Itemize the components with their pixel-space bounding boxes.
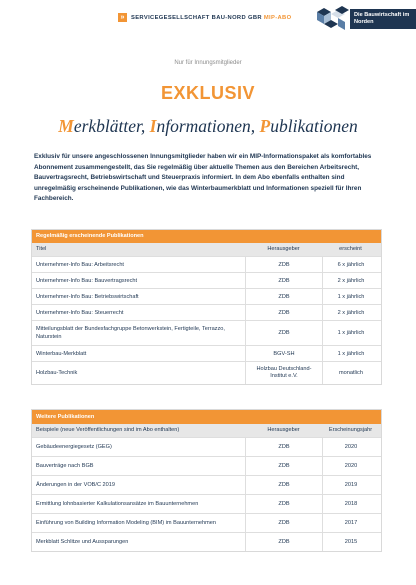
column-header-frequency: erscheint [339, 246, 362, 252]
table-row [32, 437, 381, 456]
brand-text: SERVICEGESELLSCHAFT BAU-NORD GBR [131, 14, 262, 21]
company-logo [316, 6, 416, 32]
members-only-note: Nur für Innungsmitglieder [174, 60, 242, 66]
cell-title: Gebäudeenergiegesetz (GEG) [36, 444, 112, 450]
table-caption: Regelmäßig erscheinende Publikationen [32, 230, 381, 243]
cell-year: 2017 [322, 514, 379, 532]
cell-frequency: 2 x jährlich [322, 273, 379, 288]
table-row [32, 256, 381, 272]
table-row [32, 345, 381, 361]
table-row [32, 304, 381, 320]
cell-year: 2018 [322, 495, 379, 513]
arrow-icon: » [118, 13, 127, 22]
column-header-publisher: Herausgeber [267, 427, 300, 433]
table-caption: Weitere Publikationen [32, 410, 381, 424]
cell-publisher: ZDB [245, 533, 322, 551]
page-title: EXKLUSIV [160, 83, 256, 103]
brand-line [118, 13, 291, 22]
table-row [32, 361, 381, 384]
table-row [32, 456, 381, 475]
cell-frequency: monatlich [322, 362, 379, 384]
cell-year: 2020 [322, 457, 379, 475]
cell-title: Änderungen in der VOB/C 2019 [36, 482, 115, 488]
cell-title: Holzbau-Technik [36, 370, 78, 376]
cell-publisher: BGV-SH [245, 346, 322, 361]
cell-publisher: ZDB [245, 305, 322, 320]
table-header-row [32, 424, 381, 437]
cell-year: 2015 [322, 533, 379, 551]
cell-title: Einführung von Building Information Modeling (BIM) im Bauunternehmen [36, 520, 217, 526]
cell-title: Winterbau-Merkblatt [36, 350, 87, 357]
table-row [32, 532, 381, 551]
column-header-year: Erscheinungsjahr [328, 427, 373, 433]
page-subtitle: Merkblätter, Informationen, Publikationen [58, 116, 358, 136]
cell-title: Unternehmer-Info Bau: Arbeitsrecht [36, 261, 124, 268]
table-row [32, 494, 381, 513]
regular-publications-table [31, 229, 382, 385]
table-row [32, 513, 381, 532]
cell-frequency: 1 x jährlich [322, 321, 379, 345]
cell-year: 2020 [322, 438, 379, 456]
cell-year: 2019 [322, 476, 379, 494]
cell-title: Unternehmer-Info Bau: Steuerrecht [36, 309, 124, 316]
top-bar [0, 0, 416, 32]
cell-publisher: Holzbau Deutschland-Institut e.V. [245, 362, 322, 384]
cell-title: Ermittlung lohnbasierter Kalkulationsansätze im Bauunternehmen [36, 501, 199, 507]
intro-paragraph: Exklusiv für unsere angeschlossenen Innungsmitglieder haben wir ein MIP-Informationspaket als komfortables Abonnement zusammengestellt, das Sie regelmäßig über aktuelle Themen aus den Bereichen Arbeitsrecht, Bauvertragsrecht, Betriebswirtschaft und Steuerpraxis informiert. In dem Abo ebenfalls enthalten sind unregelmäßig erscheinende Publikationen, wie das Winterbaumerkblatt und Informationen speziell für Ihren Fachbereich. [34, 153, 372, 202]
further-publications-table [31, 409, 382, 552]
cell-publisher: ZDB [245, 438, 322, 456]
cell-publisher: ZDB [245, 514, 322, 532]
table-row [32, 320, 381, 345]
table-row [32, 288, 381, 304]
cell-frequency: 6 x jährlich [322, 257, 379, 272]
logo-wordmark: Die Bauwirtschaft im Norden [350, 9, 416, 29]
table-header-row [32, 243, 381, 256]
brand-suffix: MIP-ABO [263, 14, 292, 21]
column-header-examples: Beispiele (neue Veröffentlichungen sind im Abo enthalten) [36, 427, 180, 433]
cell-publisher: ZDB [245, 289, 322, 304]
column-header-title: Titel [36, 246, 47, 252]
cell-title: Mitteilungsblatt der Bundesfachgruppe Betonwerkstein, Fertigteile, Terrazzo, Naturstein [36, 326, 225, 340]
cell-frequency: 2 x jährlich [322, 305, 379, 320]
cell-title: Unternehmer-Info Bau: Bauvertragsrecht [36, 277, 138, 284]
cell-publisher: ZDB [245, 457, 322, 475]
cell-publisher: ZDB [245, 476, 322, 494]
cell-publisher: ZDB [245, 495, 322, 513]
cell-frequency: 1 x jährlich [322, 289, 379, 304]
cell-title: Bauverträge nach BGB [36, 463, 94, 469]
cell-publisher: ZDB [245, 257, 322, 272]
cell-title: Unternehmer-Info Bau: Betriebswirtschaft [36, 293, 139, 300]
cell-frequency: 1 x jährlich [322, 346, 379, 361]
cell-title: Merkblatt Schlitze und Aussparungen [36, 539, 129, 545]
table-row [32, 272, 381, 288]
table-row [32, 475, 381, 494]
cubes-logo-icon [316, 6, 350, 32]
cell-publisher: ZDB [245, 273, 322, 288]
cell-publisher: ZDB [245, 321, 322, 345]
column-header-publisher: Herausgeber [267, 246, 300, 252]
